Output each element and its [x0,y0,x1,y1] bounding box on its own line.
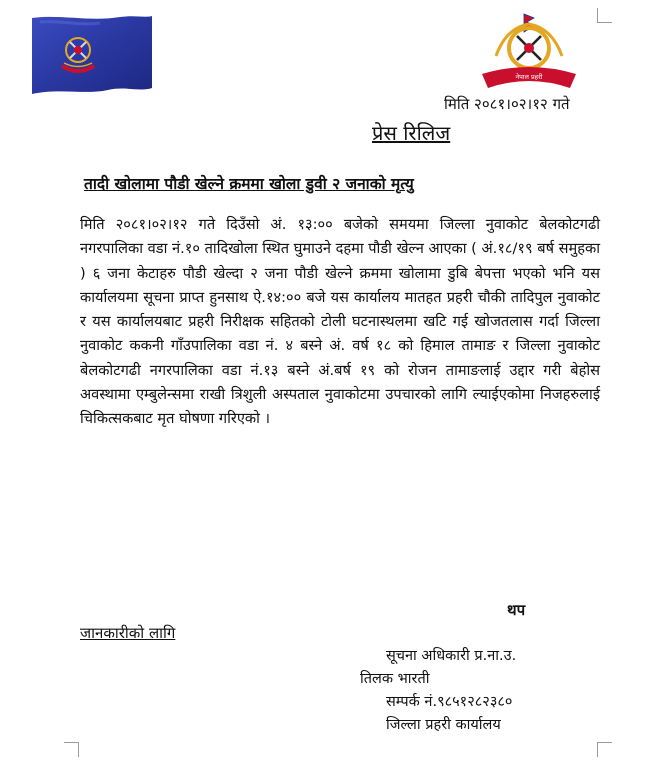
for-information-label: जानकारीको लागि [80,624,176,642]
crop-mark-bottom-left [64,742,79,757]
body-paragraph: मिति २०८१।०२।१२ गते दिउँसो अं. १३:०० बजेको समयमा जिल्ला नुवाकोट बेलकोटगढी नगरपालिका वडा नं.१० तादिखोला स्थित घुमाउने दहमा पौडी खेल्न आएका ( अं.१८/१९ बर्ष समुहका ) ६ जना केटाहरु पौडी खेल्दा २ जना पौडी खेल्ने क्रममा खोलामा डुबि बेपत्ता भएको भनि यस कार्यालयमा सूचना प्राप्त हुनसाथ ऐ.१४:०० बजे यस कार्यालय मातहत प्रहरी चौकी तादिपुल नुवाकोट र यस कार्यालयबाट प्रहरी निरीक्षक सहितको टोली घटनास्थलमा खटि गई खोजतलास गर्दा जिल्ला नुवाकोट ककनी गाँउपालिका वडा नं. ४ बस्ने अं. वर्ष १८ को हिमाल तामाङ र जिल्ला नुवाकोट बेलकोटगढी नगरपालिका वडा नं.१३ बस्ने अं.बर्ष १९ को रोजन तामाङलाई उद्दार गरी बेहोस अवस्थामा एम्बुलेन्समा राखी त्रिशुली अस्पताल नुवाकोटमा उपचारको लागि ल्याईएकोमा निजहरुलाई चिकित्सकबाट मृत घोषणा गरिएको । [80,216,600,428]
emblem-motto: सत्य सेवा सुरक्षणम् [512,84,546,90]
crop-mark-bottom-right [597,742,612,757]
date-line: मिति २०८१।०२।१२ गते [444,95,570,113]
headline: तादी खोलामा पौडी खेल्ने क्रममा खोला डुवी २ जनाको मृत्यु [84,175,414,193]
signatory-office: जिल्ला प्रहरी कार्यालय [386,717,501,733]
nepal-police-emblem-icon [470,12,588,102]
emblem-text: नेपाल प्रहरी [515,73,543,81]
more-label: थप [507,601,526,619]
signatory-name: तिलक भारती [360,671,430,687]
signatory-designation: सूचना अधिकारी प्र.ना.उ. [386,648,517,664]
crop-mark-top-right [597,8,612,23]
signatory-contact: सम्पर्क नं.९८५१२८२३८० [386,694,513,710]
page-title: प्रेस रिलिज [372,121,451,145]
police-flag-icon [30,14,154,96]
